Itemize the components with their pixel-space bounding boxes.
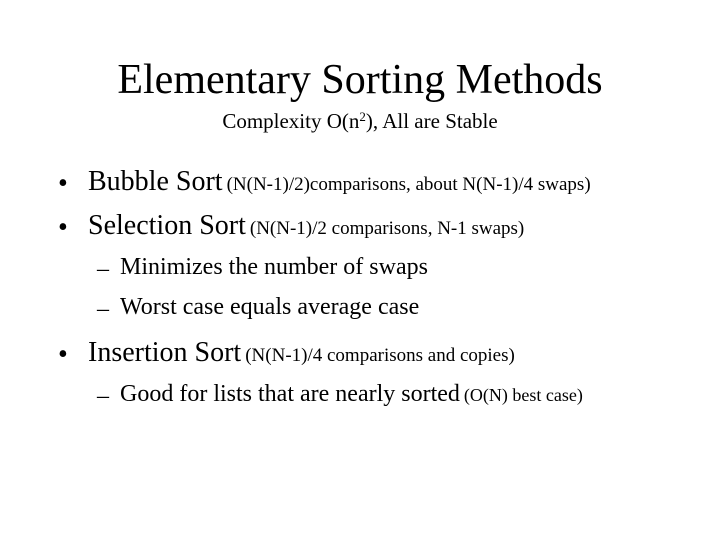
subtitle-suffix: ), All are Stable bbox=[365, 109, 498, 133]
bullet-note: (N(N-1)/4 comparisons and copies) bbox=[245, 345, 515, 366]
bullet-label: Selection Sort bbox=[88, 210, 246, 241]
sub-item-text: Minimizes the number of swaps bbox=[120, 254, 428, 280]
sub-bullet-marker: – bbox=[97, 383, 109, 409]
bullet-marker: • bbox=[58, 212, 68, 243]
subtitle-exponent: 2 bbox=[359, 109, 366, 124]
sub-bullet-marker: – bbox=[97, 256, 109, 282]
sub-item-text: Worst case equals average case bbox=[120, 294, 420, 320]
slide-title: Elementary Sorting Methods bbox=[117, 57, 603, 103]
bullet-marker: • bbox=[58, 168, 68, 199]
bullet-label: Bubble Sort bbox=[88, 166, 223, 197]
bullet-label: Insertion Sort bbox=[88, 337, 242, 368]
subtitle-prefix: Complexity O(n bbox=[222, 109, 360, 133]
sub-bullet-marker: – bbox=[97, 296, 109, 322]
sub-item-note: (O(N) best case) bbox=[463, 385, 583, 405]
bullet-item-selection-sort bbox=[88, 210, 524, 242]
bullet-note: (N(N-1)/2)comparisons, about N(N-1)/4 swaps) bbox=[226, 174, 591, 195]
sub-item-text: Good for lists that are nearly sorted bbox=[120, 381, 460, 407]
bullet-note: (N(N-1)/2 comparisons, N-1 swaps) bbox=[249, 218, 525, 239]
bullet-item-bubble-sort bbox=[88, 166, 591, 198]
sub-item-nearly-sorted bbox=[120, 381, 583, 408]
sub-item-minimizes-swaps bbox=[120, 254, 428, 281]
bullet-marker: • bbox=[58, 339, 68, 370]
slide-subtitle bbox=[0, 108, 720, 134]
sub-item-worst-equals-average bbox=[120, 294, 419, 321]
bullet-item-insertion-sort bbox=[88, 337, 515, 369]
